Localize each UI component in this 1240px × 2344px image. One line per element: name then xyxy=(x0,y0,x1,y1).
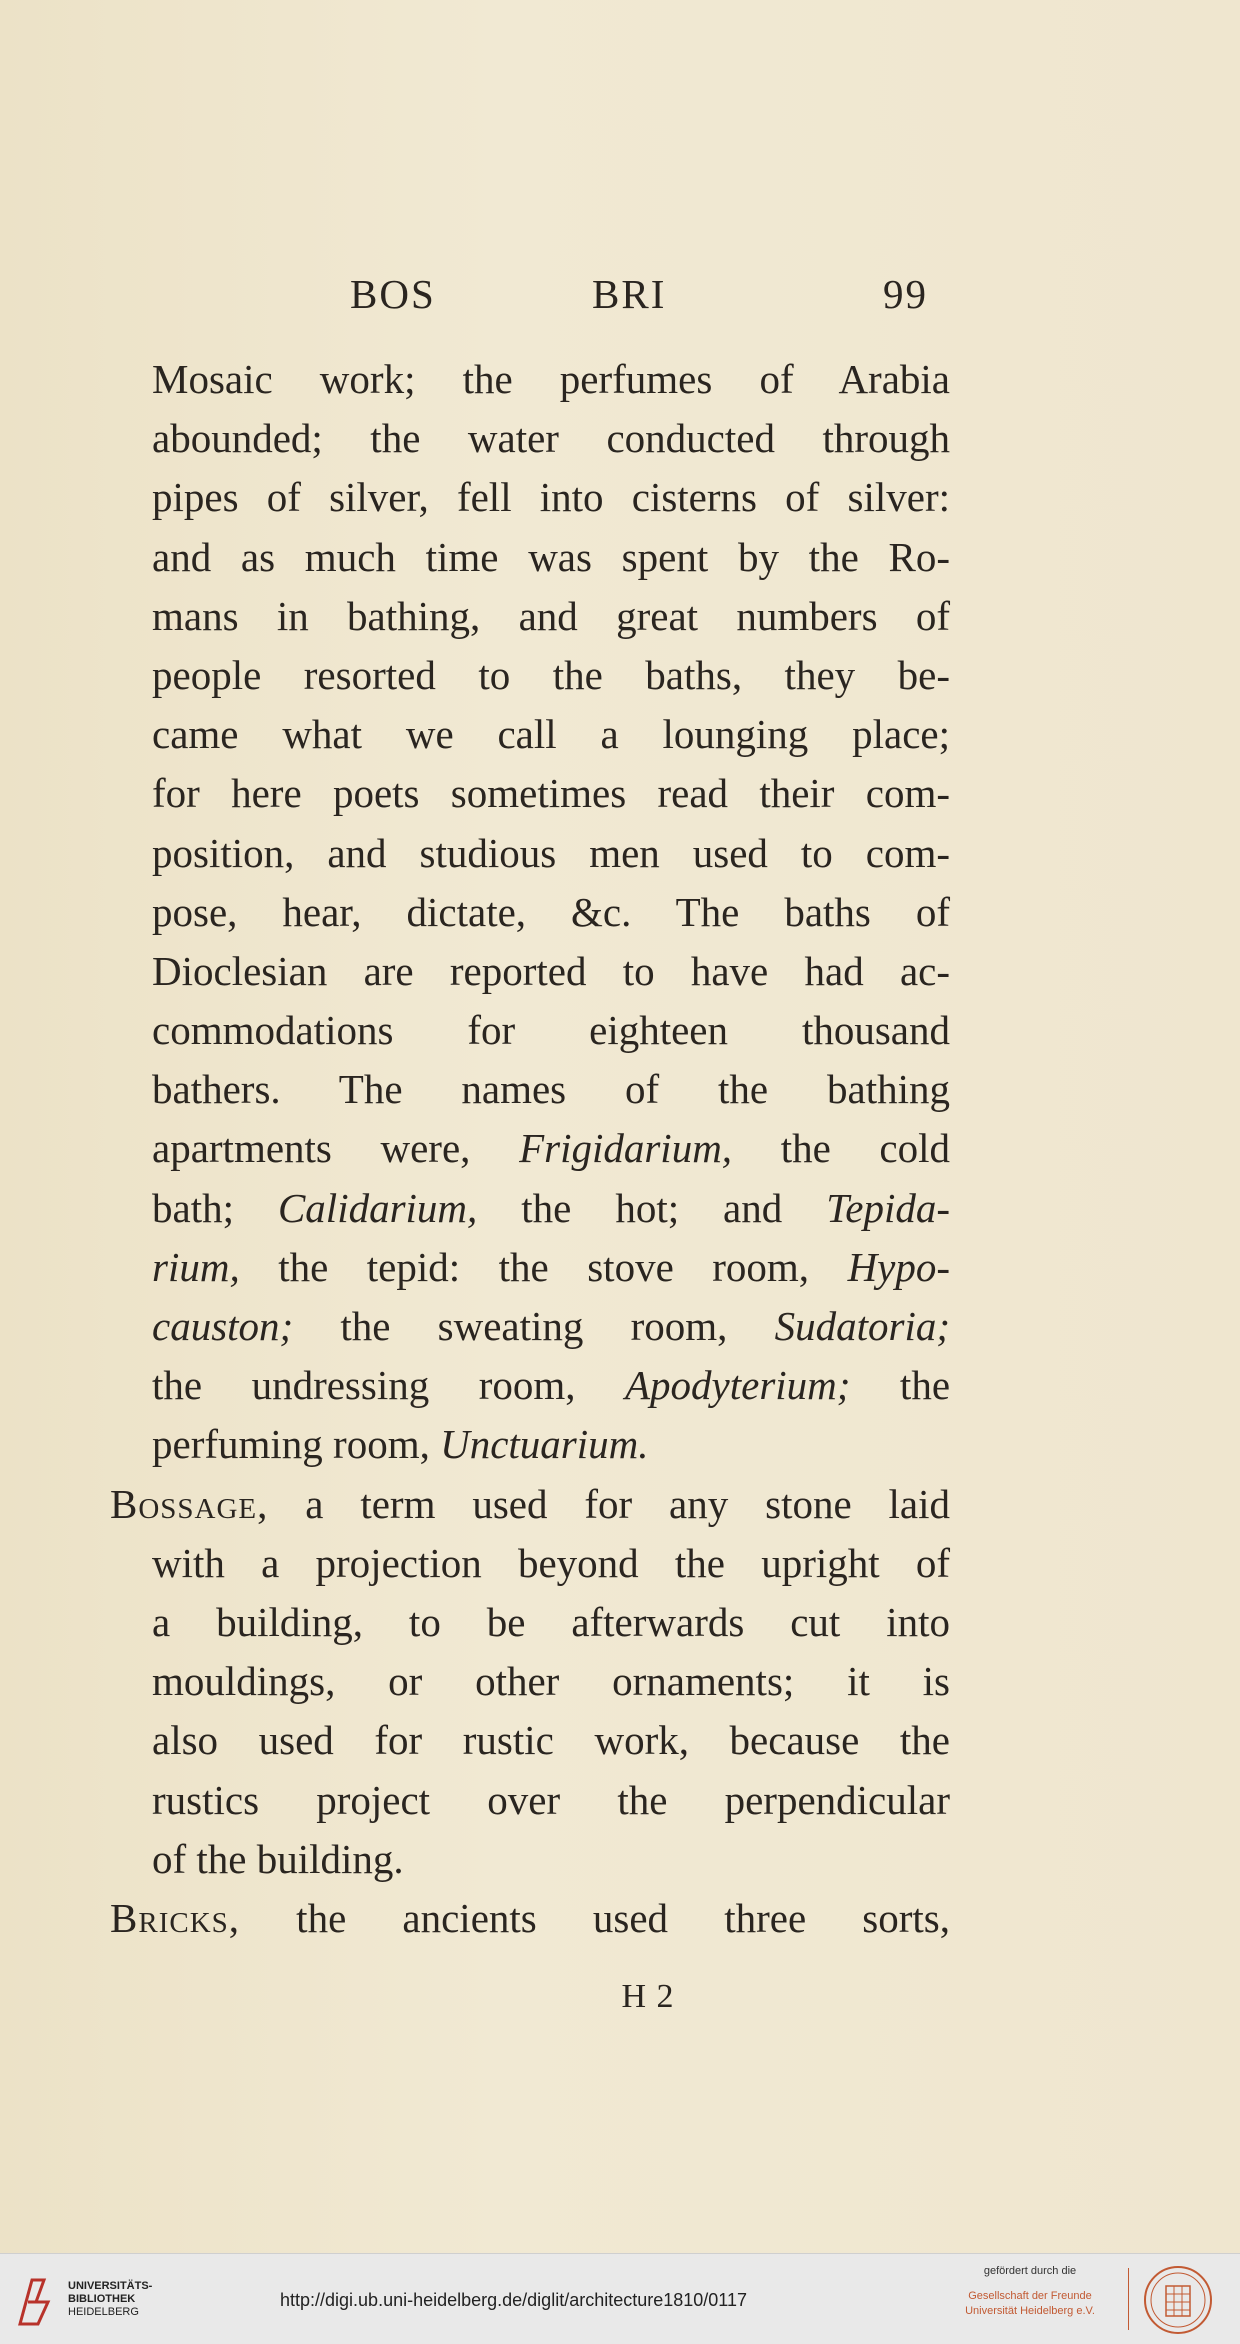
entry-headword: Bossage, xyxy=(110,1480,269,1527)
text-line: and as much time was spent by the Ro- xyxy=(152,533,950,580)
text-line xyxy=(110,1238,950,1297)
italic-term: Hypo- xyxy=(847,1243,951,1290)
text-span: the sweating room, xyxy=(340,1303,728,1349)
text-line: rustics project over the perpendicular xyxy=(152,1776,950,1823)
text-line xyxy=(110,1119,950,1178)
page-text xyxy=(110,350,950,1948)
text-line: pose, hear, dictate, &c. The baths of xyxy=(152,888,950,935)
text-line: mouldings, or other ornaments; it is xyxy=(152,1658,950,1705)
entry-bossage xyxy=(110,1475,950,1534)
entry-headword: Bricks, xyxy=(110,1894,241,1941)
text-line: for here poets sometimes read their com- xyxy=(152,770,950,817)
italic-term: rium, xyxy=(152,1243,240,1290)
text-span: the tepid: the stove room, xyxy=(278,1243,810,1290)
text-line: people resorted to the baths, they be- xyxy=(152,651,950,698)
text-span: the xyxy=(899,1362,951,1409)
italic-term: Calidarium, xyxy=(277,1184,478,1231)
text-line xyxy=(110,1297,950,1356)
library-name: UNIVERSITÄTS- BIBLIOTHEK HEIDELBERG xyxy=(68,2280,153,2318)
text-span: a term used for any stone laid xyxy=(305,1480,951,1527)
italic-term: Apodyterium; xyxy=(624,1362,851,1409)
signature-mark: H 2 xyxy=(621,1978,675,2015)
text-line: pipes of silver, fell into cisterns of silver: xyxy=(152,474,950,521)
text-line: also used for rustic work, because the xyxy=(152,1717,950,1764)
text-span: bath; xyxy=(152,1184,234,1231)
text-line: came what we call a lounging place; xyxy=(152,711,950,758)
viewer-footer xyxy=(0,2253,1240,2344)
italic-term: Tepida- xyxy=(826,1184,951,1231)
text-line: abounded; the water conducted through xyxy=(152,415,950,462)
text-line: Dioclesian are reported to have had ac- xyxy=(152,947,950,994)
text-line: bathers. The names of the bathing xyxy=(152,1066,950,1113)
text-line xyxy=(110,1415,950,1474)
text-line: a building, to be afterwards cut into xyxy=(152,1598,950,1645)
running-head xyxy=(140,270,950,330)
text-span: the hot; and xyxy=(521,1184,783,1231)
page-number: 99 xyxy=(883,271,928,317)
footer-divider xyxy=(1128,2268,1129,2330)
italic-term: Sudatoria; xyxy=(774,1303,950,1349)
text-line: with a projection beyond the upright of xyxy=(152,1539,950,1586)
text-line: position, and studious men used to com- xyxy=(152,829,950,876)
running-head-left: BOS xyxy=(350,271,436,317)
library-logo-icon xyxy=(14,2272,58,2330)
text-span: the cold xyxy=(780,1125,951,1172)
running-head-right: BRI xyxy=(592,271,667,317)
text-span: perfuming room, xyxy=(152,1421,430,1468)
text-line: mans in bathing, and great numbers of xyxy=(152,592,950,639)
text-span: the undressing room, xyxy=(152,1362,576,1409)
text-line xyxy=(110,1356,950,1415)
italic-term: Unctuarium. xyxy=(440,1421,649,1468)
entry-bricks xyxy=(110,1889,950,1948)
italic-term: causton; xyxy=(152,1303,294,1349)
italic-term: Frigidarium, xyxy=(519,1125,733,1172)
university-seal-icon xyxy=(1142,2264,1214,2336)
sponsor-credit: gefördert durch die Gesellschaft der Freunde Universität Heidelberg e.V. xyxy=(965,2265,1095,2317)
permalink-url[interactable]: http://digi.ub.uni-heidelberg.de/diglit/architecture1810/0117 xyxy=(280,2290,747,2310)
text-line xyxy=(110,1179,950,1238)
text-span: apartments were, xyxy=(152,1125,471,1172)
text-line: Mosaic work; the perfumes of Arabia xyxy=(152,356,950,402)
text-span: the ancients used three sorts, xyxy=(296,1894,951,1941)
text-line: commodations for eighteen thousand xyxy=(152,1007,950,1054)
text-line: of the building. xyxy=(152,1835,404,1882)
